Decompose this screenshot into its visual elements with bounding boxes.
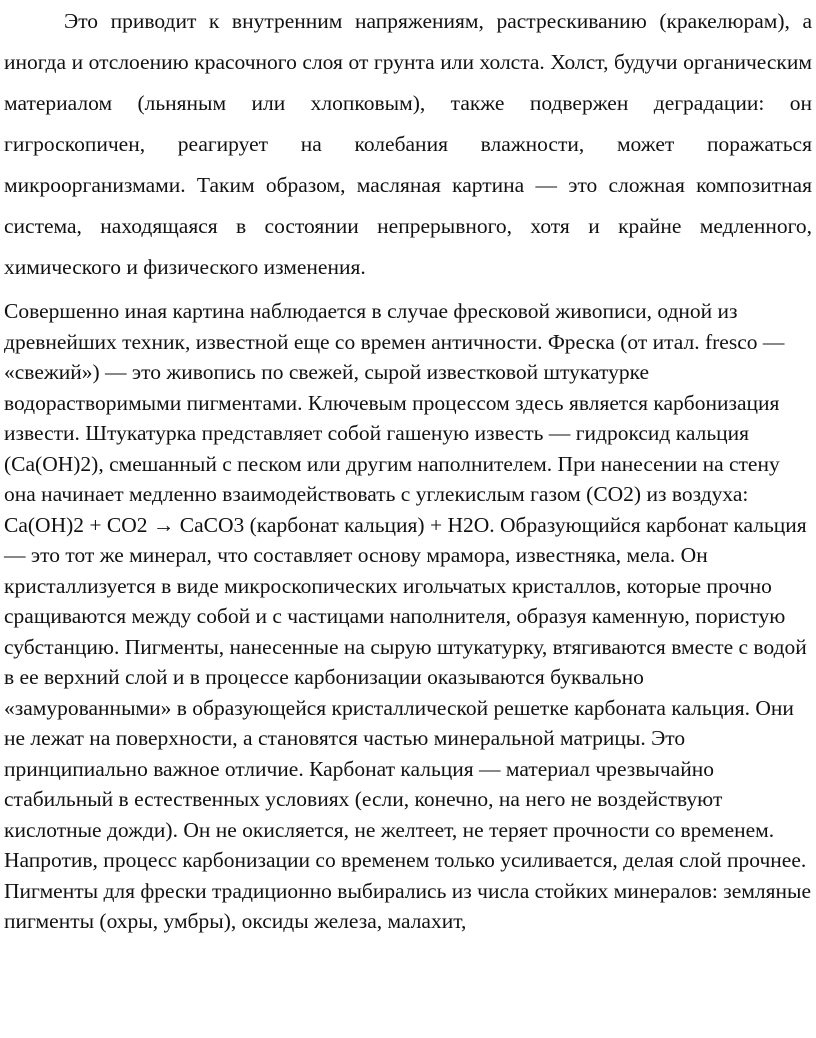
paragraph-fresco: Совершенно иная картина наблюдается в случае фресковой живописи, одной из древнейших техник, известной еще со времен античности. Фреска (от итал. fresco — «свежий») — это живопись по свежей, сырой известковой штукатурке водорастворимыми пигментами. Ключевым процессом здесь является карбонизация извести. Штукатурка представляет собой гашеную известь — гидроксид кальция (Ca(OH)2), смешанный с песком или другим наполнителем. При нанесении на стену она начинает медленно взаимодействовать с углекислым газом (CO2) из воздуха: Ca(OH)2 + CO2 → CaCO3 (карбонат кальция) + H2O. Образующийся карбонат кальция — это тот же минерал, что составляет основу мрамора, известняка, мела. Он кристаллизуется в виде микроскопических игольчатых кристаллов, которые прочно сращиваются между собой и с частицами наполнителя, образуя каменную, пористую субстанцию. Пигменты, нанесенные на сырую штукатурку, втягиваются вместе с водой в ее верхний слой и в процессе карбонизации оказываются буквально «замурованными» в образующейся кристаллической решетке карбоната кальция. Они не лежат на поверхности, а становятся частью минеральной матрицы. Это принципиально важное отличие. Карбонат кальция — материал чрезвычайно стабильный в естественных условиях (если, конечно, на него не воздействуют кислотные дожди). Он не окисляется, не желтеет, не теряет прочности со временем. Напротив, процесс карбонизации со временем только усиливается, делая слой прочнее. Пигменты для фрески традиционно выбирались из числа стойких минералов: земляные пигменты (охры, умбры), оксиды железа, малахит, xyxy=(4,299,812,933)
paragraph-oil-painting: Это приводит к внутренним напряжениям, растрескиванию (кракелюрам), а иногда и отслоению красочного слоя от грунта или холста. Холст, будучи органическим материалом (льняным или хлопковым), также подвержен деградации: он гигроскопичен, реагирует на колебания влажности, может поражаться микроорганизмами. Таким образом, масляная картина — это сложная композитная система, находящаяся в состоянии непрерывного, хотя и крайне медленного, химического и физического изменения. xyxy=(4,9,812,279)
